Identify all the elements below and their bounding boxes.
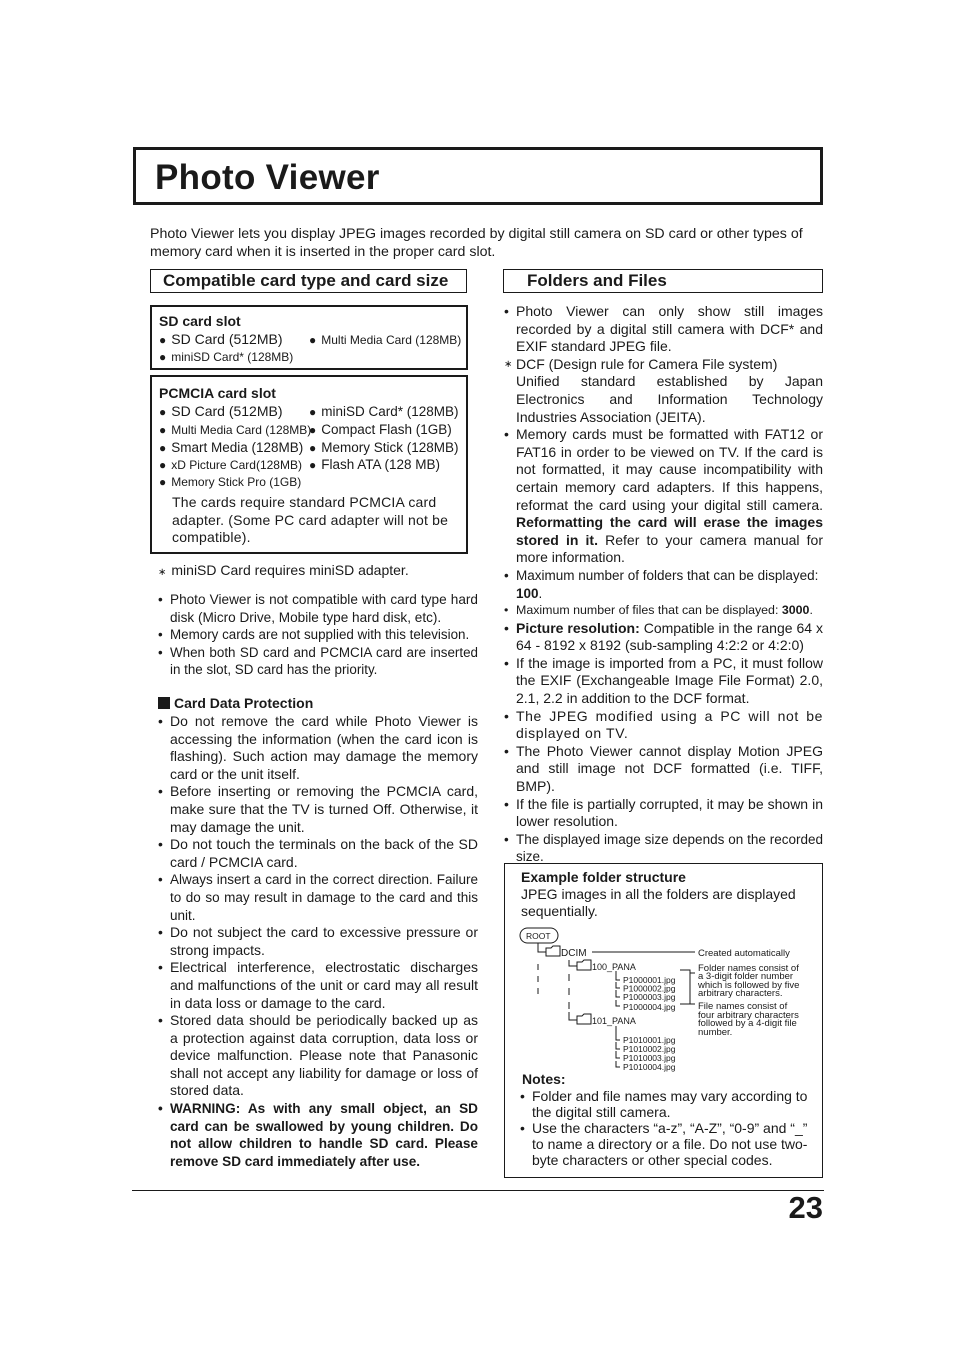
square-icon — [158, 697, 170, 709]
sd-item: ● SD Card (512MB) — [159, 331, 283, 349]
folder2-label: 101_PANA — [592, 1016, 636, 1026]
dcim-label: DCIM — [561, 948, 587, 959]
annotation-folder: Folder names consist of — [698, 963, 799, 974]
pcmcia-item: ● miniSD Card* (128MB) — [309, 403, 459, 421]
resolution-text: Compatible in the range 64 x 64 - 8192 x 8192 (sub-sampling 4:2:2 or 4:2:0) — [516, 619, 824, 654]
folder1-label: 100_PANA — [592, 962, 636, 972]
format-tail: Refer to your camera manual for more information. — [516, 531, 823, 566]
list-item — [504, 620, 823, 655]
list-item: • Photo Viewer can only show still images recorded by a digital still camera with DCF* and EXIF standard JPEG file. — [504, 303, 823, 356]
pcmcia-item: ● Flash ATA (128 MB) — [309, 456, 440, 474]
list-item: • When both SD card and PCMCIA card are inserted in the slot, SD card has the priority. — [158, 644, 478, 679]
note-item: • Use the characters “a-z”, “A-Z”, “0-9” and “_” to name a directory or a file. Do not use two-byte characters or other special codes. — [520, 1120, 812, 1168]
list-item: • Stored data should be periodically backed up as a protection against data corruption, data loss or device malfunction. Please note that Panasonic shall not accept any liability for damage or loss of stored data. — [158, 1012, 478, 1100]
list-item: • Maximum number of folders that can be displayed: 100. — [504, 567, 823, 602]
folder-tree-diagram — [505, 864, 822, 1079]
pcmcia-slot-label: PCMCIA card slot — [159, 385, 276, 401]
bottom-rule — [132, 1190, 824, 1191]
list-item: • If the image is imported from a PC, it must follow the EXIF (Exchangeable Image File Format) 2.0, 2.1, 2.2 in addition to the DCF format. — [504, 655, 823, 708]
sd-item: ● Multi Media Card (128MB) — [309, 332, 461, 349]
list-item: • Do not touch the terminals on the back of the SD card / PCMCIA card. — [158, 836, 478, 871]
list-item: • If the file is partially corrupted, it may be shown in lower resolution. — [504, 796, 823, 831]
title-box — [133, 147, 823, 205]
max-folders-value: 100 — [516, 585, 539, 601]
pcmcia-adapter-note: The cards require standard PCMCIA card adapter. (Some PC card adapter will not be compatible). — [172, 494, 449, 546]
file-label: P1010002.jpg — [623, 1044, 676, 1054]
max-files-value: 3000 — [781, 603, 810, 618]
folders-files-heading-text: Folders and Files — [527, 271, 667, 290]
sd-slot-box — [150, 305, 468, 370]
format-warning: Reformatting the card will erase the images stored in it. — [516, 514, 823, 548]
list-item: • Always insert a card in the correct direction. Failure to do so may result in damage to the card and this unit. — [158, 871, 478, 924]
sd-item: ● miniSD Card* (128MB) — [159, 349, 293, 366]
pcmcia-item: ● SD Card (512MB) — [159, 403, 283, 421]
minisd-footnote: ∗ miniSD Card requires miniSD adapter. — [158, 562, 409, 578]
file-label: P1010001.jpg — [623, 1035, 676, 1045]
list-item: • The JPEG modified using a PC will not be displayed on TV. — [504, 708, 823, 743]
file-label: P1000001.jpg — [623, 975, 676, 985]
max-files-text: Maximum number of files that can be displayed: — [516, 603, 779, 618]
list-item: • Electrical interference, electrostatic discharges and malfunctions of the unit or card may all result in data loss or damage to the card. — [158, 959, 478, 1012]
file-label: P1000004.jpg — [623, 1002, 676, 1012]
compatible-cards-heading — [150, 269, 467, 293]
pcmcia-item: ● Memory Stick Pro (1GB) — [159, 474, 301, 491]
dcf-footnote-title: DCF (Design rule for Camera File system) — [516, 355, 778, 372]
protection-bullets — [158, 713, 478, 1170]
root-label: ROOT — [526, 931, 551, 941]
example-desc: JPEG images in all the folders are displayed sequentially. — [521, 886, 796, 919]
notes-heading: Notes: — [522, 1071, 566, 1087]
list-item: • Maximum number of files that can be displayed: 3000. — [504, 602, 823, 620]
example-folder-box — [504, 863, 823, 1178]
file-label: P1010004.jpg — [623, 1062, 676, 1072]
intro-text: Photo Viewer lets you display JPEG images recorded by digital still camera on SD card or other types of memory card when it is inserted in the proper card slot. — [150, 226, 803, 260]
dcf-footnote: ∗ DCF (Design rule for Camera File system) — [504, 355, 778, 372]
folder-icon — [577, 1014, 591, 1024]
list-item: • Do not remove the card while Photo Viewer is accessing the information (when the card icon is flashing). Such action may damage the memory card or the unit itself. — [158, 713, 478, 783]
list-item: • Before inserting or removing the PCMCIA card, make sure that the TV is turned Off. Otherwise, it may damage the unit. — [158, 783, 478, 836]
annotation-file: followed by a 4-digit file — [698, 1018, 797, 1029]
page-title: Photo Viewer — [155, 158, 380, 197]
warning-item: • WARNING: As with any small object, an SD card can be swallowed by young children. Do not allow children to handle SD card. Please remove SD card immediately after use. — [158, 1100, 478, 1170]
list-item: • Photo Viewer is not compatible with card type hard disk (Micro Drive, Mobile type hard disk, etc). — [158, 591, 478, 626]
file-label: P1000003.jpg — [623, 992, 676, 1002]
file-label: P1000002.jpg — [623, 983, 676, 994]
list-item: • Do not subject the card to excessive pressure or strong impacts. — [158, 924, 478, 959]
pcmcia-item: ● Smart Media (128MB) — [159, 439, 303, 457]
left-bullets — [158, 591, 478, 679]
list-item: • The Photo Viewer cannot display Motion JPEG and still image not DCF formatted (i.e. TIFF, BMP). — [504, 743, 823, 796]
card-protection-heading — [158, 695, 313, 712]
annotation-file: four arbitrary characters — [698, 1010, 799, 1021]
folder-icon — [546, 946, 560, 956]
minisd-footnote-text: miniSD Card requires miniSD adapter. — [171, 562, 409, 578]
note-item: • Folder and file names may vary according to the digital still camera. — [520, 1088, 812, 1120]
pcmcia-slot-box — [150, 375, 468, 554]
sd-slot-label: SD card slot — [159, 313, 241, 329]
example-heading: Example folder structure — [521, 869, 686, 885]
annotation-folder: a 3-digit folder number — [698, 971, 794, 982]
annotation-folder: which is followed by five — [698, 980, 800, 991]
list-item — [504, 426, 823, 567]
format-text: Memory cards must be formatted with FAT12 or FAT16 in order to be viewed on TV. If the card is not formatted, it may cause incompatibility with certain memory card adapters. If this happens, reformat the card using your digital still camera. — [516, 426, 823, 513]
file-label: P1010003.jpg — [623, 1053, 676, 1063]
resolution-label: Picture resolution: — [516, 619, 640, 636]
pcmcia-item: ● Multi Media Card (128MB) — [159, 422, 311, 439]
page-number: 23 — [788, 1190, 823, 1225]
list-item: • Memory cards are not supplied with this television. — [158, 626, 478, 644]
pcmcia-item: ● Memory Stick (128MB) — [309, 439, 459, 457]
pcmcia-item: ● xD Picture Card(128MB) — [159, 457, 302, 474]
pcmcia-item: ● Compact Flash (1GB) — [309, 421, 452, 439]
max-folders-text: Maximum number of folders that can be displayed: — [516, 567, 819, 583]
compatible-cards-heading-text: Compatible card type and card size — [163, 271, 449, 290]
list-item: • The displayed image size depends on the recorded size. — [504, 831, 823, 866]
folders-files-heading — [503, 269, 823, 293]
annotation-created: Created automatically — [698, 948, 790, 959]
annotation-file: File names consist of — [698, 1001, 788, 1012]
annotation-folder: arbitrary characters. — [698, 988, 783, 999]
dcf-footnote-body: Unified standard established by Japan Electronics and Information Technology Industries Association (JEITA). — [516, 373, 823, 425]
annotation-file: number. — [698, 1027, 733, 1038]
folder-icon — [577, 960, 591, 970]
notes-list — [520, 1088, 812, 1168]
right-bullets — [504, 303, 823, 866]
card-protection-heading-text: Card Data Protection — [174, 695, 314, 711]
